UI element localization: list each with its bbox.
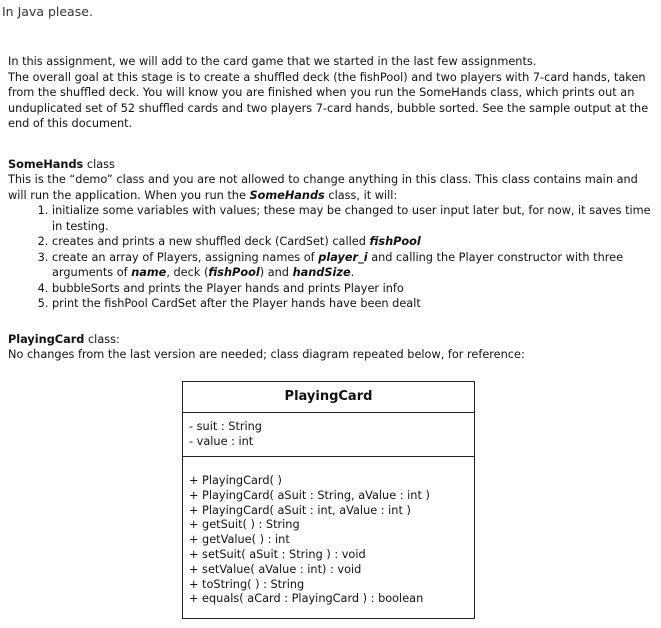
step-em: player_i bbox=[318, 250, 368, 264]
step-item: 1. initialize some variables with values; these may be changed to user input later but, for now, it saves time in testing. bbox=[52, 203, 658, 234]
uml-attribute: - value : int bbox=[189, 434, 254, 448]
step-em: handSize bbox=[292, 266, 351, 279]
step-text: . bbox=[350, 266, 355, 279]
uml-method: + PlayingCard( aSuit : int, aValue : int ) bbox=[189, 503, 411, 517]
assignment-document bbox=[8, 54, 658, 363]
uml-class-name: PlayingCard bbox=[183, 382, 474, 413]
step-item bbox=[52, 250, 658, 281]
step-text: ) and bbox=[259, 266, 293, 279]
intro-goal: The overall goal at this stage is to create a shuffled deck (the fishPool) and two players with 7-card hands, taken from the shuffled deck. You will know you are finished when you run the SomeHands class, which prints out an unduplicated set of 52 shuffled cards and two players 7-card hands, bubble sorted. See the sample output at the end of this document. bbox=[8, 70, 649, 130]
somehands-desc-end: class, it will: bbox=[324, 188, 398, 202]
somehands-steps bbox=[8, 203, 658, 312]
step-em: name bbox=[131, 266, 167, 279]
uml-attributes bbox=[183, 413, 474, 457]
step-text: , deck ( bbox=[166, 266, 209, 279]
uml-method: + PlayingCard( aSuit : String, aValue : int ) bbox=[189, 488, 430, 502]
somehands-desc-em: SomeHands bbox=[249, 188, 325, 202]
playingcard-description: No changes from the last version are needed; class diagram repeated below, for reference: bbox=[8, 348, 525, 361]
question-prompt: In Java please. bbox=[2, 4, 93, 19]
step-text: and calling the Player constructor with three arguments of bbox=[52, 250, 624, 279]
somehands-heading bbox=[8, 157, 658, 173]
uml-method: + getSuit( ) : String bbox=[189, 518, 300, 532]
uml-methods bbox=[183, 457, 474, 607]
step-text: create an array of Players, assigning names of bbox=[52, 250, 319, 264]
somehands-description bbox=[8, 172, 658, 203]
somehands-heading-name: SomeHands bbox=[8, 157, 84, 171]
uml-method: + setSuit( aSuit : String ) : void bbox=[189, 547, 366, 561]
uml-method: + equals( aCard : PlayingCard ) : boolean bbox=[189, 592, 424, 606]
somehands-heading-suffix: class bbox=[83, 157, 115, 171]
playingcard-heading-name: PlayingCard bbox=[8, 332, 85, 346]
uml-method: + toString( ) : String bbox=[189, 577, 305, 591]
uml-method: + getValue( ) : int bbox=[189, 533, 290, 547]
uml-attribute: - suit : String bbox=[189, 420, 262, 433]
playingcard-heading-suffix: class: bbox=[84, 332, 120, 346]
uml-class-diagram bbox=[182, 381, 475, 619]
step-em: fishPool bbox=[369, 235, 421, 248]
step-item: 4. bubbleSorts and prints the Player hands and prints Player info bbox=[52, 281, 658, 297]
somehands-desc-text: This is the “demo” class and you are not allowed to change anything in this class. This class contains main and will run the application. When you run the bbox=[8, 173, 638, 202]
uml-method: + setValue( aValue : int) : void bbox=[189, 562, 362, 576]
uml-method: + PlayingCard( ) bbox=[189, 474, 282, 487]
intro-line: In this assignment, we will add to the card game that we started in the last few assignments. bbox=[8, 55, 537, 68]
step-item: 5. print the fishPool CardSet after the Player hands have been dealt bbox=[52, 296, 658, 312]
step-item bbox=[52, 234, 658, 250]
step-em: fishPool bbox=[208, 266, 260, 279]
step-text: creates and prints a new shuffled deck (CardSet) called bbox=[52, 235, 370, 248]
playingcard-heading bbox=[8, 332, 658, 348]
